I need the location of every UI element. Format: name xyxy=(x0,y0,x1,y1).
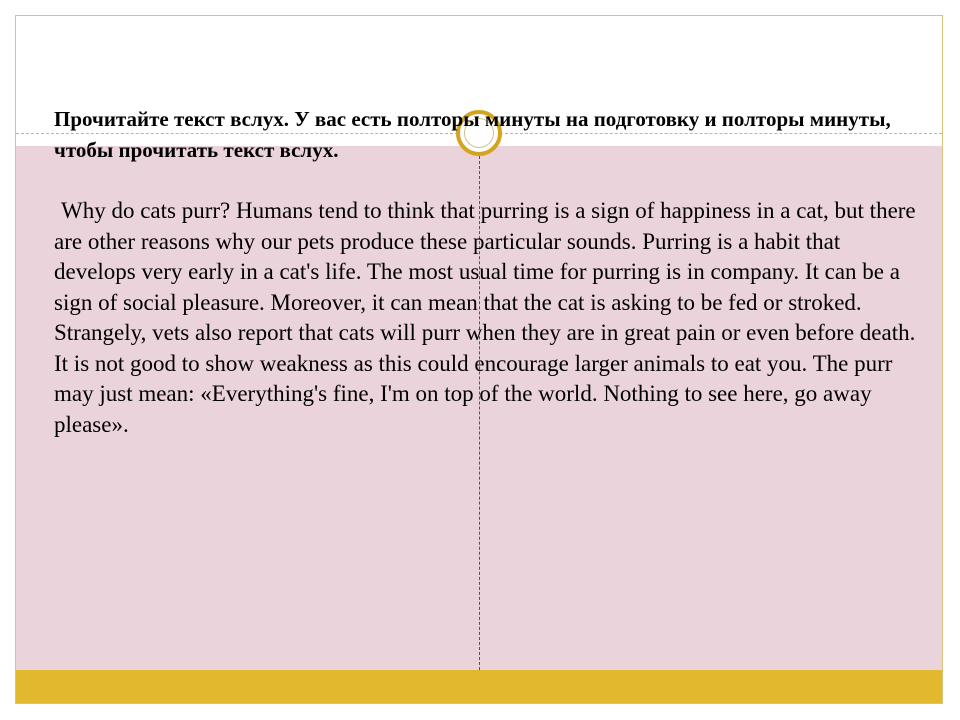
reading-text xyxy=(54,196,924,440)
footer-band xyxy=(16,670,942,703)
slide-content xyxy=(54,104,924,440)
paragraph-1: Why do cats purr? Humans tend to think that purring is a sign of happiness in a cat, but there are other reasons why our pets produce these particular sounds. Purring is a habit that develops very early in a cat's life. The most usual time for purring is in company. It can be a sign of social pleasure. Moreover, it can mean that the cat is asking to be fed or stroked. xyxy=(54,198,916,315)
paragraph-2: Strangely, vets also report that cats will purr when they are in great pain or even before death. It is not good to show weakness as this could encourage larger animals to eat you. The purr may just mean: «Everything's fine, I'm on top of the world. Nothing to see here, go away please». xyxy=(54,320,916,437)
task-instruction: Прочитайте текст вслух. У вас есть полторы минуты на подготовку и полторы минуты, чтобы прочитать текст вслух. xyxy=(54,107,891,162)
